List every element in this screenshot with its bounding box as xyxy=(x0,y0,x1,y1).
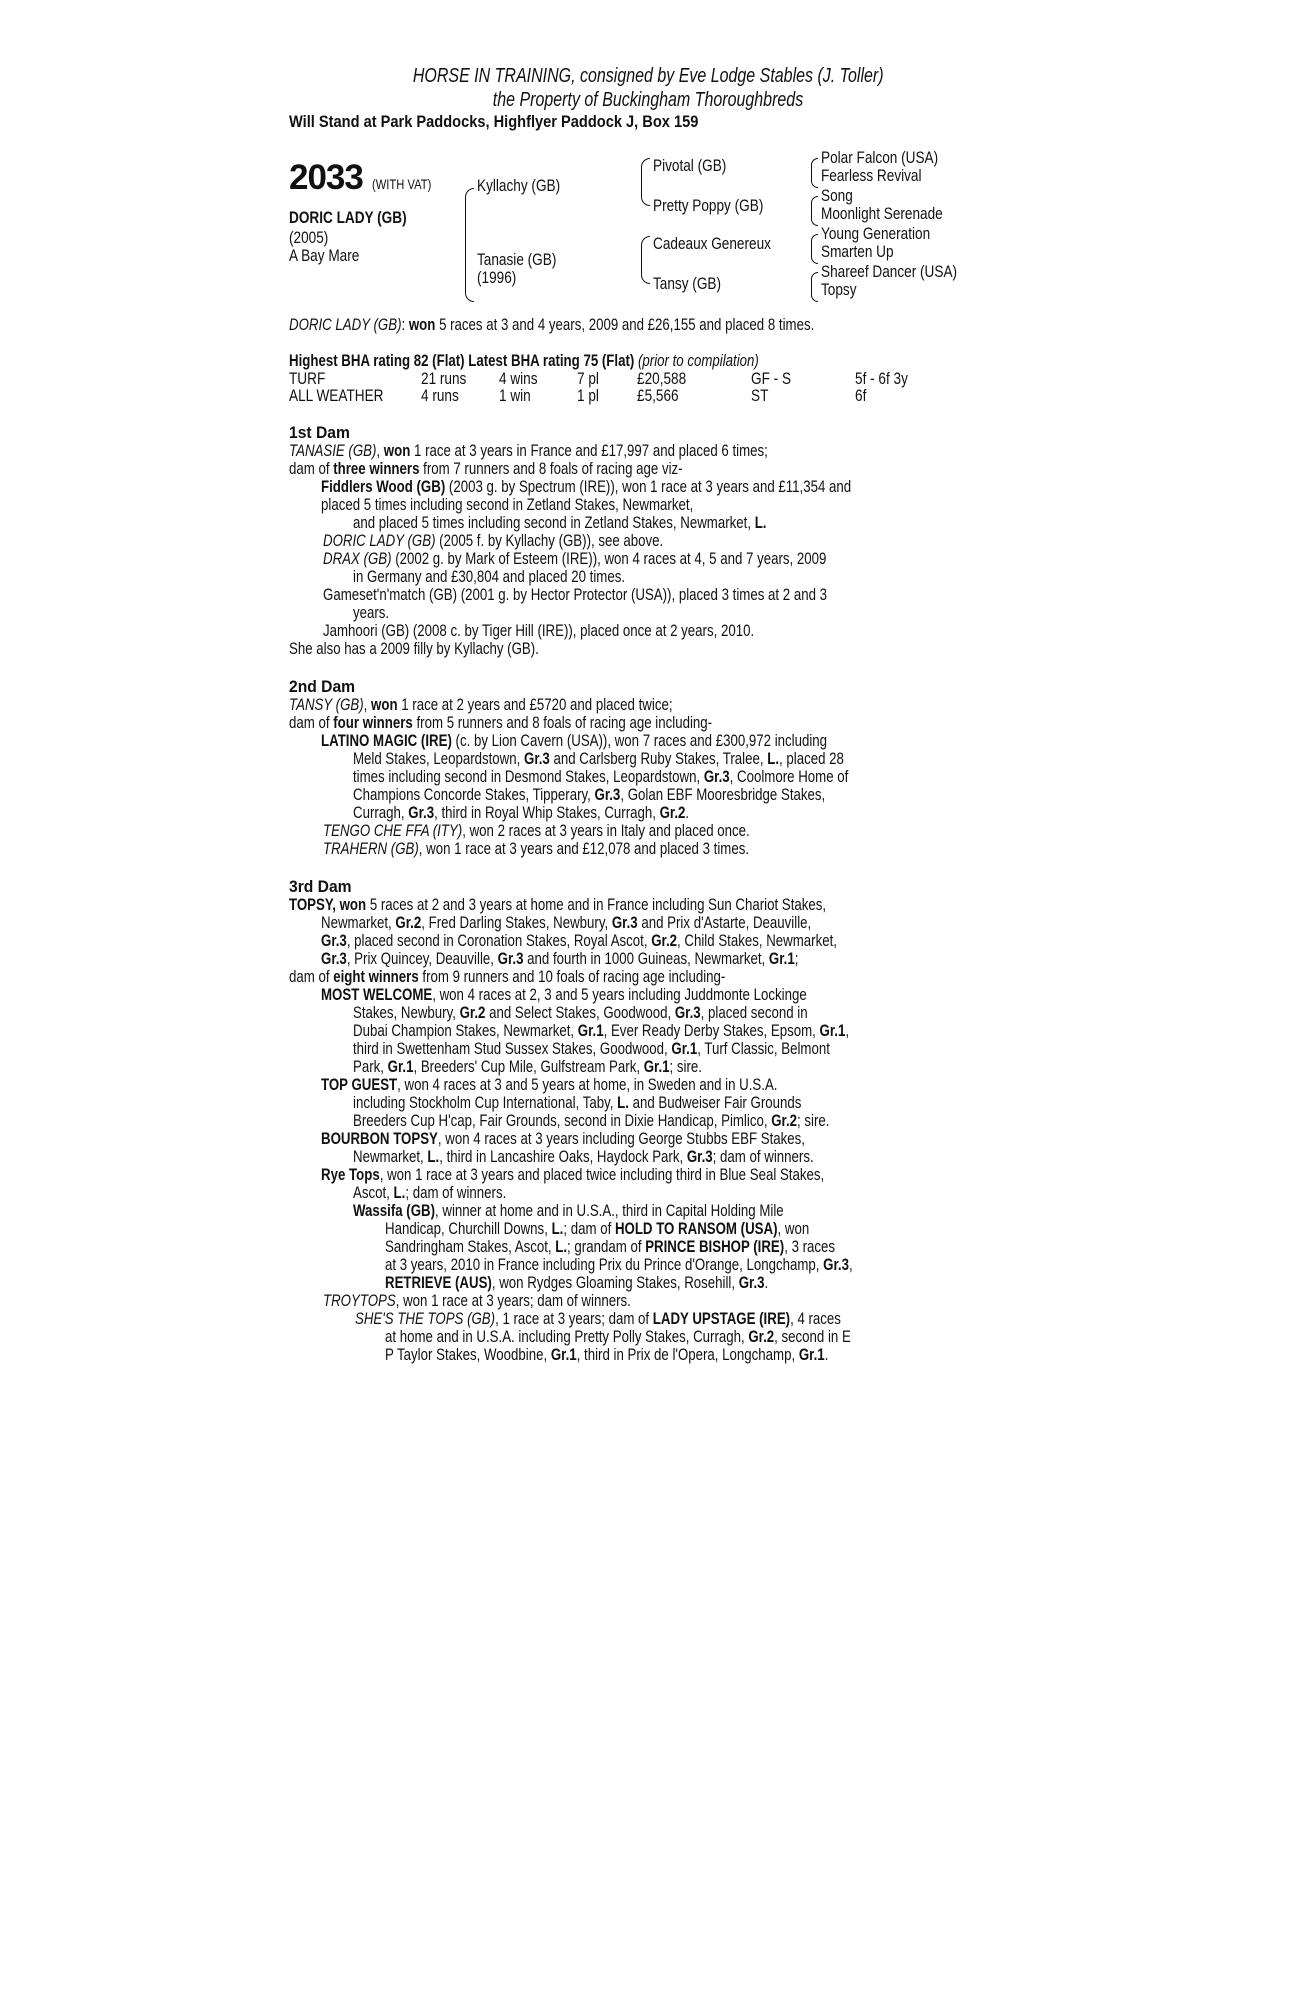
first-dam-produce: dam of three winners from 7 runners and 8 foals of racing age viz- xyxy=(289,459,683,478)
ggp-2: Fearless Revival xyxy=(821,166,922,185)
list-item: TENGO CHE FFA (ITY), won 2 races at 3 years in Italy and placed once. xyxy=(323,821,750,840)
stand-text: Will Stand at Park Paddocks, Highflyer Paddock J, Box 159 xyxy=(289,112,699,131)
list-item: LATINO MAGIC (IRE) (c. by Lion Cavern (USA)), won 7 races and £300,972 including xyxy=(321,731,828,750)
ggp-3: Song xyxy=(821,186,853,205)
list-item: Park, Gr.1, Breeders' Cup Mile, Gulfstream Park, Gr.1; sire. xyxy=(353,1057,702,1076)
dam-bracket xyxy=(641,236,650,284)
list-item: Sandringham Stakes, Ascot, L.; grandam of PRINCE BISHOP (IRE), 3 races xyxy=(385,1237,836,1256)
consignor-text: HORSE IN TRAINING, consigned by Eve Lodge Stables (J. Toller) xyxy=(412,65,884,87)
list-item: DORIC LADY (GB) (2005 f. by Kyllachy (GB)), see above. xyxy=(323,531,664,550)
sire-sire: Pivotal (GB) xyxy=(653,156,727,175)
ggp-bracket-2 xyxy=(811,196,818,226)
ggp-1: Polar Falcon (USA) xyxy=(821,148,939,167)
dam-dam: Tansy (GB) xyxy=(653,274,722,293)
ggp-4: Moonlight Serenade xyxy=(821,204,943,223)
list-item: Curragh, Gr.3, third in Royal Whip Stakes, Curragh, Gr.2. xyxy=(353,803,690,822)
list-item: Meld Stakes, Leopardstown, Gr.3 and Carlsberg Ruby Stakes, Tralee, L., placed 28 xyxy=(353,749,844,768)
first-dam-heading: 1st Dam xyxy=(289,423,350,442)
list-item: Fiddlers Wood (GB) (2003 g. by Spectrum (IRE)), won 1 race at 3 years and £11,354 and placed 5 times including second in Zetland Stakes, Newmarket, xyxy=(321,477,852,514)
list-item: Jamhoori (GB) (2008 c. by Tiger Hill (IRE)), placed once at 2 years, 2010. xyxy=(323,621,755,640)
vat-note: (WITH VAT) xyxy=(371,176,431,192)
list-item: and placed 5 times including second in Zetland Stakes, Newmarket, L. xyxy=(353,513,767,532)
ggp-bracket-3 xyxy=(811,234,818,264)
ggp-bracket-4 xyxy=(811,272,818,302)
list-item: SHE'S THE TOPS (GB), 1 race at 3 years; dam of LADY UPSTAGE (IRE), 4 races xyxy=(355,1309,841,1328)
list-item: RETRIEVE (AUS), won Rydges Gloaming Stakes, Rosehill, Gr.3. xyxy=(385,1273,769,1292)
dam-sire: Cadeaux Genereux xyxy=(653,234,771,253)
sire: Kyllachy (GB) xyxy=(477,176,561,195)
list-item: Stakes, Newbury, Gr.2 and Select Stakes, Goodwood, Gr.3, placed second in xyxy=(353,1003,808,1022)
third-dam-record-cont: Gr.3, placed second in Coronation Stakes, Royal Ascot, Gr.2, Child Stakes, Newmarket, xyxy=(321,931,837,950)
list-item: P Taylor Stakes, Woodbine, Gr.1, third in Prix de l'Opera, Longchamp, Gr.1. xyxy=(385,1345,829,1364)
pedigree-block xyxy=(289,148,1007,304)
horse-description: A Bay Mare xyxy=(289,246,360,265)
ggp-8: Topsy xyxy=(821,280,857,299)
third-dam-record-cont: Gr.3, Prix Quincey, Deauville, Gr.3 and fourth in 1000 Guineas, Newmarket, Gr.1; xyxy=(321,949,799,968)
list-item: Newmarket, L., third in Lancashire Oaks, Haydock Park, Gr.3; dam of winners. xyxy=(353,1147,814,1166)
third-dam-heading: 3rd Dam xyxy=(289,877,352,896)
ggp-5: Young Generation xyxy=(821,224,931,243)
list-item: TOP GUEST, won 4 races at 3 and 5 years at home, in Sweden and in U.S.A. xyxy=(321,1075,778,1094)
list-item: Champions Concorde Stakes, Tipperary, Gr.3, Golan EBF Mooresbridge Stakes, xyxy=(353,785,826,804)
third-dam-record-cont: Newmarket, Gr.2, Fred Darling Stakes, Newbury, Gr.3 and Prix d'Astarte, Deauville, xyxy=(321,913,812,932)
list-item: Breeders Cup H'cap, Fair Grounds, second in Dixie Handicap, Pimlico, Gr.2; sire. xyxy=(353,1111,830,1130)
lot-number-line xyxy=(289,158,446,198)
ggp-6: Smarten Up xyxy=(821,242,894,261)
list-item: at home and in U.S.A. including Pretty Polly Stakes, Curragh, Gr.2, second in E xyxy=(385,1327,851,1346)
sire-dam: Pretty Poppy (GB) xyxy=(653,196,764,215)
second-dam-produce: dam of four winners from 5 runners and 8 foals of racing age including- xyxy=(289,713,713,732)
list-item: Rye Tops, won 1 race at 3 years and placed twice including third in Blue Seal Stakes, xyxy=(321,1165,825,1184)
third-dam-record: TOPSY, won 5 races at 2 and 3 years at home and in France including Sun Chariot Stakes, xyxy=(289,895,827,914)
list-item: MOST WELCOME, won 4 races at 2, 3 and 5 years including Juddmonte Lockinge xyxy=(321,985,807,1004)
third-dam-produce: dam of eight winners from 9 runners and 10 foals of racing age including- xyxy=(289,967,726,986)
list-item: Wassifa (GB), winner at home and in U.S.A., third in Capital Holding Mile xyxy=(353,1201,784,1220)
list-item: Handicap, Churchill Downs, L.; dam of HOLD TO RANSOM (USA), won xyxy=(385,1219,810,1238)
list-item: at 3 years, 2010 in France including Prix du Prince d'Orange, Longchamp, Gr.3, xyxy=(385,1255,853,1274)
stand-line xyxy=(289,112,1007,132)
horse-name: DORIC LADY (GB) xyxy=(289,208,407,227)
list-item: BOURBON TOPSY, won 4 races at 3 years including George Stubbs EBF Stakes, xyxy=(321,1129,805,1148)
ggp-bracket-1 xyxy=(811,158,818,188)
list-item: third in Swettenham Stud Sussex Stakes, Goodwood, Gr.1, Turf Classic, Belmont xyxy=(353,1039,830,1058)
list-item: years. xyxy=(353,603,390,622)
race-summary: DORIC LADY (GB): won 5 races at 3 and 4 years, 2009 and £26,155 and placed 8 times. xyxy=(289,315,815,334)
list-item: including Stockholm Cup International, Taby, L. and Budweiser Fair Grounds xyxy=(353,1093,802,1112)
dam: Tanasie (GB) xyxy=(477,250,557,269)
list-item: Gameset'n'match (GB) (2001 g. by Hector Protector (USA)), placed 3 times at 2 and 3 xyxy=(323,585,828,604)
bha-rating: Highest BHA rating 82 (Flat) Latest BHA rating 75 (Flat) (prior to compilation) xyxy=(289,351,759,370)
list-item: TRAHERN (GB), won 1 race at 3 years and £12,078 and placed 3 times. xyxy=(323,839,750,858)
list-item: Ascot, L.; dam of winners. xyxy=(353,1183,507,1202)
second-dam-record: TANSY (GB), won 1 race at 2 years and £5720 and placed twice; xyxy=(289,695,673,714)
dam-year: (1996) xyxy=(477,268,517,287)
lot-number: 2033 xyxy=(289,158,363,197)
ggp-7: Shareef Dancer (USA) xyxy=(821,262,958,281)
race-record-table xyxy=(289,370,921,404)
property-line xyxy=(289,88,1007,112)
sire-bracket xyxy=(641,158,650,206)
first-dam-also: She also has a 2009 filly by Kyllachy (GB). xyxy=(289,639,539,658)
list-item: in Germany and £30,804 and placed 20 times. xyxy=(353,567,626,586)
first-dam-record: TANASIE (GB), won 1 race at 3 years in France and £17,997 and placed 6 times; xyxy=(289,441,768,460)
list-item: DRAX (GB) (2002 g. by Mark of Esteem (IRE)), won 4 races at 4, 5 and 7 years, 2009 xyxy=(323,549,827,568)
list-item: TROYTOPS, won 1 race at 3 years; dam of winners. xyxy=(323,1291,631,1310)
consignor-line xyxy=(289,64,1007,88)
table-row: ALL WEATHER 4 runs 1 win 1 pl £5,566 ST 6f xyxy=(289,386,867,405)
pedigree-bracket xyxy=(465,188,474,302)
list-item: times including second in Desmond Stakes, Leopardstown, Gr.3, Coolmore Home of xyxy=(353,767,849,786)
table-row: TURF 21 runs 4 wins 7 pl £20,588 GF - S 5f - 6f 3y xyxy=(289,369,908,388)
catalogue-page xyxy=(289,64,1007,1364)
horse-year: (2005) xyxy=(289,228,329,247)
property-text: the Property of Buckingham Thoroughbreds xyxy=(492,89,804,111)
second-dam-heading: 2nd Dam xyxy=(289,677,356,696)
list-item: Dubai Champion Stakes, Newmarket, Gr.1, Ever Ready Derby Stakes, Epsom, Gr.1, xyxy=(353,1021,850,1040)
